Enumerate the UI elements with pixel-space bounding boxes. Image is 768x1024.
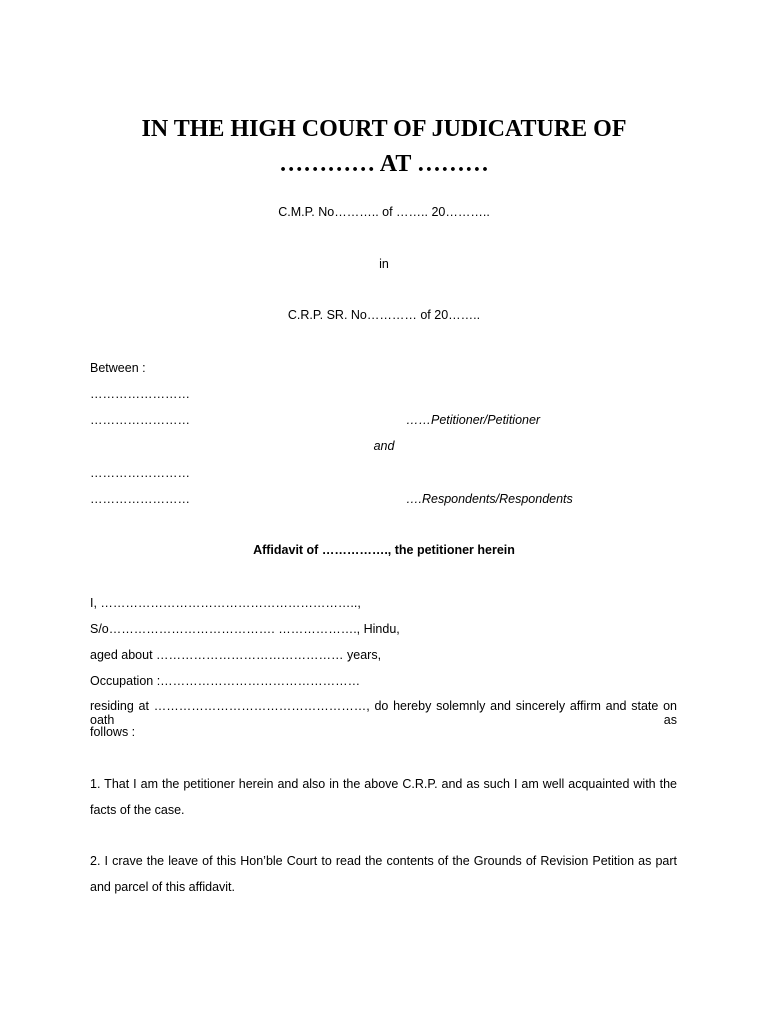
deponent-follows-line: follows : <box>90 725 136 739</box>
respondent-role: ….Respondents/Respondents <box>406 492 573 506</box>
respondent-name-line1: …………………… <box>90 466 190 480</box>
deponent-name-line: I, …………………………………………………….., <box>90 596 361 610</box>
crp-number: C.R.P. SR. No………… of 20…….. <box>287 308 481 322</box>
between-label: Between : <box>90 361 146 375</box>
and-label: and <box>373 439 395 453</box>
paragraph-1: 1. That I am the petitioner herein and also in the above C.R.P. and as such I am well acquainted with the facts of the case. <box>90 777 677 817</box>
petitioner-role: ……Petitioner/Petitioner <box>406 413 541 427</box>
paragraph-2: 2. I crave the leave of this Hon’ble Court to read the contents of the Grounds of Revision Petition as part and parcel of this affidavit. <box>90 854 677 894</box>
affidavit-heading: Affidavit of ……………., the petitioner herein <box>253 543 515 557</box>
in-label: in <box>379 257 389 271</box>
deponent-so-line: S/o…………………………………. ………………., Hindu, <box>90 622 400 636</box>
respondent-name-line2: …………………… <box>90 492 190 506</box>
deponent-age-line: aged about ……………………………………… years, <box>90 648 382 662</box>
deponent-residing-line: residing at ……………………………………………, do hereby solemnly and sincerely affirm and state on oath as <box>90 699 677 727</box>
deponent-occupation-line: Occupation :………………………………………… <box>90 674 361 688</box>
petitioner-name-line2: …………………… <box>90 413 190 427</box>
court-title-line1: IN THE HIGH COURT OF JUDICATURE OF <box>141 116 627 142</box>
court-title-line2: ………… AT ……… <box>279 151 489 177</box>
cmp-number: C.M.P. No……….. of …….. 20……….. <box>278 205 490 219</box>
petitioner-name-line1: …………………… <box>90 387 190 401</box>
